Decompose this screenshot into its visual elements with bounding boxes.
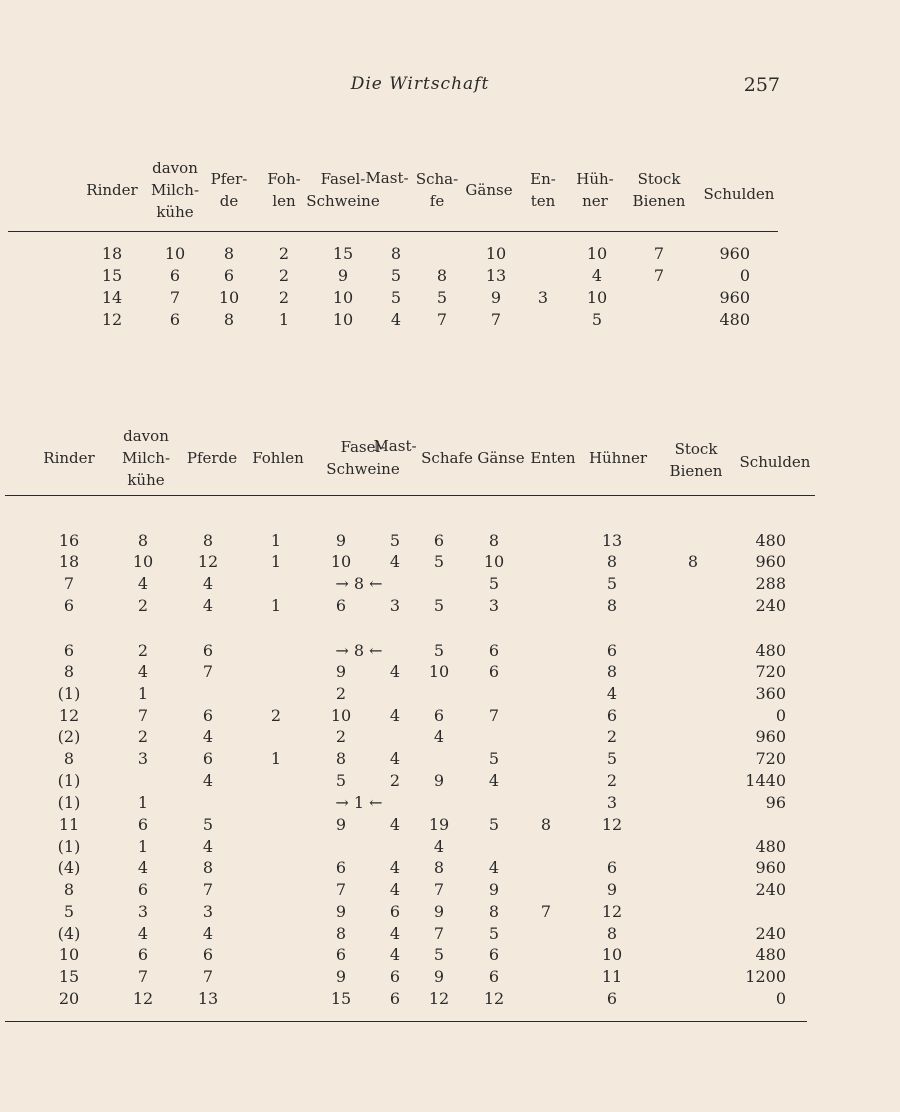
table-cell: 4 <box>389 945 401 964</box>
table-cell: 12 <box>132 989 154 1008</box>
table-cell: 1440 <box>745 771 786 790</box>
table-cell: 12 <box>58 706 80 725</box>
table-cell: (1) <box>57 837 81 856</box>
column-header-line: ner <box>582 192 608 210</box>
table-cell: 240 <box>755 880 786 899</box>
table-cell: 10 <box>58 945 80 964</box>
column-header-line: Pfer- <box>210 170 248 188</box>
table-cell: 5 <box>488 815 500 834</box>
table-cell: 6 <box>202 641 214 660</box>
table-cell: 5 <box>433 641 445 660</box>
table-cell: 1 <box>270 749 282 768</box>
column-header-line: Scha- <box>415 170 459 188</box>
table-cell: 6 <box>389 989 401 1008</box>
table-cell: 9 <box>335 967 347 986</box>
table-cell: 8 <box>540 815 552 834</box>
column-header-line: kühe <box>156 203 194 221</box>
table-cell: 11 <box>601 967 623 986</box>
table-cell: 7 <box>488 706 500 725</box>
table-cell: 15 <box>330 989 352 1008</box>
table-cell: 6 <box>335 945 347 964</box>
table-cell: 8 <box>223 310 235 329</box>
table-cell: 6 <box>433 531 445 550</box>
table-cell: 3 <box>137 902 149 921</box>
table-cell: 8 <box>335 749 347 768</box>
column-header <box>530 168 556 212</box>
table-cell: 3 <box>137 749 149 768</box>
table-cell: 18 <box>58 552 80 571</box>
column-header <box>373 435 416 457</box>
table-cell: 960 <box>755 858 786 877</box>
table-cell: 6 <box>389 967 401 986</box>
table-cell: 8 <box>433 858 445 877</box>
table-cell: 8 <box>63 880 75 899</box>
table-cell: 10 <box>164 244 186 263</box>
table-cell: 6 <box>223 266 235 285</box>
table-cell: 4 <box>202 924 214 943</box>
table-cell: 8 <box>63 749 75 768</box>
table-cell: 6 <box>389 902 401 921</box>
column-header <box>151 157 199 223</box>
table-cell: 4 <box>389 552 401 571</box>
table-cell: 4 <box>488 771 500 790</box>
table-cell: 7 <box>653 266 665 285</box>
table-cell: 10 <box>332 288 354 307</box>
table-cell: 9 <box>335 902 347 921</box>
table-cell: 7 <box>335 880 347 899</box>
table-cell: 5 <box>488 574 500 593</box>
table-cell: 13 <box>485 266 507 285</box>
table-cell: 8 <box>335 924 347 943</box>
table-cell: 4 <box>202 596 214 615</box>
table-cell: 4 <box>202 727 214 746</box>
table-cell: 4 <box>137 574 149 593</box>
page-number: 257 <box>743 74 780 96</box>
table-cell: 5 <box>606 749 618 768</box>
column-header-line: Schweine <box>306 192 380 210</box>
table-cell: 8 <box>63 662 75 681</box>
table-cell: 960 <box>755 727 786 746</box>
table-cell: 7 <box>653 244 665 263</box>
table-cell: 96 <box>765 793 786 812</box>
table-cell: 7 <box>137 706 149 725</box>
table-cell: 12 <box>483 989 505 1008</box>
column-header-line: ten <box>530 192 556 210</box>
table-cell: 7 <box>137 967 149 986</box>
table-cell: 4 <box>389 662 401 681</box>
table-cell: 6 <box>202 706 214 725</box>
table-cell: 7 <box>490 310 502 329</box>
table-cell: 2 <box>270 706 282 725</box>
table-cell: 6 <box>137 945 149 964</box>
table-cell: 6 <box>202 945 214 964</box>
table-cell: 9 <box>335 531 347 550</box>
column-header-line: fe <box>429 192 445 210</box>
table-cell: 480 <box>755 641 786 660</box>
table-cell: 5 <box>433 596 445 615</box>
table-cell: 4 <box>389 815 401 834</box>
table-cell: 6 <box>169 310 181 329</box>
column-header-line: Milch- <box>121 449 171 467</box>
column-header <box>670 438 723 482</box>
table-cell: 13 <box>601 531 623 550</box>
table-cell: 2 <box>606 727 618 746</box>
table-cell: 20 <box>58 989 80 1008</box>
table-cell: 6 <box>488 662 500 681</box>
table-cell: 9 <box>337 266 349 285</box>
table-cell: 5 <box>390 266 402 285</box>
table-cell: 10 <box>428 662 450 681</box>
table-cell: 1 <box>137 793 149 812</box>
table-cell: 8 <box>436 266 448 285</box>
table-cell: 8 <box>606 596 618 615</box>
table-cell: 6 <box>202 749 214 768</box>
table-cell: 6 <box>606 858 618 877</box>
table-cell: 6 <box>335 596 347 615</box>
table-cell: 6 <box>606 641 618 660</box>
table-cell: 0 <box>739 266 750 285</box>
column-header <box>576 168 613 212</box>
table-cell: 9 <box>433 902 445 921</box>
table-cell: 2 <box>137 641 149 660</box>
table-cell: 12 <box>601 815 623 834</box>
table-cell: 960 <box>719 244 750 263</box>
table-cell: 3 <box>488 596 500 615</box>
table-cell: 3 <box>606 793 618 812</box>
table-cell: 4 <box>390 310 402 329</box>
table-cell: 9 <box>606 880 618 899</box>
table-cell: 6 <box>488 641 500 660</box>
table-cell: 4 <box>389 706 401 725</box>
table-cell: 1 <box>278 310 290 329</box>
table-cell: 4 <box>202 574 214 593</box>
column-header <box>740 451 811 473</box>
table-cell: 4 <box>389 749 401 768</box>
table-cell: 10 <box>483 552 505 571</box>
table-cell: 8 <box>606 552 618 571</box>
table-cell: 10 <box>586 244 608 263</box>
table-cell: 8 <box>223 244 235 263</box>
table-cell: 0 <box>775 989 786 1008</box>
column-header <box>43 447 94 469</box>
column-header <box>211 168 248 212</box>
table-cell: 5 <box>591 310 603 329</box>
table-cell: 480 <box>755 837 786 856</box>
table-cell: 12 <box>197 552 219 571</box>
column-header <box>477 447 524 469</box>
column-header-line: Enten <box>530 449 576 467</box>
table-cell: 960 <box>719 288 750 307</box>
column-header-line: Hüh- <box>576 170 614 188</box>
table-cell: 7 <box>433 924 445 943</box>
table-cell: 4 <box>591 266 603 285</box>
table-cell: 18 <box>101 244 123 263</box>
column-header <box>589 447 647 469</box>
column-header-line: Mast- <box>365 169 409 187</box>
column-header-line: Rinder <box>86 181 138 199</box>
column-header-line: de <box>219 192 239 210</box>
column-header-line: Hühner <box>588 449 648 467</box>
table-cell: 8 <box>390 244 402 263</box>
table-cell: (1) <box>57 793 81 812</box>
column-header-line: len <box>272 192 296 210</box>
column-header <box>187 447 237 469</box>
table-cell: 2 <box>335 727 347 746</box>
column-header-line: Fohlen <box>252 449 304 467</box>
column-header <box>416 168 458 212</box>
table-cell: 5 <box>335 771 347 790</box>
bottom-rule <box>5 1021 807 1022</box>
table-cell: 720 <box>755 662 786 681</box>
table-cell: 0 <box>775 706 786 725</box>
column-header <box>267 168 300 212</box>
table-cell: 4 <box>433 837 445 856</box>
table-cell: 6 <box>335 858 347 877</box>
table-cell: 2 <box>278 266 290 285</box>
table-cell: 9 <box>433 771 445 790</box>
table-cell: 2 <box>278 244 290 263</box>
table-cell: 5 <box>389 531 401 550</box>
table-cell: 7 <box>433 880 445 899</box>
table-cell: 8 <box>606 924 618 943</box>
column-header-line: Mast- <box>373 437 417 455</box>
column-header-line: Fasel- <box>340 438 386 456</box>
table-cell: 6 <box>63 641 75 660</box>
header-rule <box>5 495 815 496</box>
table-cell: 240 <box>755 596 786 615</box>
table-cell: 5 <box>390 288 402 307</box>
column-header-line: Gänse <box>465 181 513 199</box>
table-cell: 10 <box>330 706 352 725</box>
table-cell: 288 <box>755 574 786 593</box>
table-cell: 7 <box>540 902 552 921</box>
table-cell: 1 <box>137 837 149 856</box>
table-cell: 720 <box>755 749 786 768</box>
column-header <box>122 425 170 491</box>
table-cell: 4 <box>137 924 149 943</box>
table-cell: 9 <box>335 662 347 681</box>
table-cell: 7 <box>202 880 214 899</box>
column-header <box>704 183 775 205</box>
column-header-line: davon <box>152 159 198 177</box>
table-cell: 9 <box>433 967 445 986</box>
table-cell: 2 <box>606 771 618 790</box>
table-cell: 6 <box>63 596 75 615</box>
table-cell: 5 <box>433 552 445 571</box>
column-header-line: Fasel- <box>320 170 366 188</box>
table-cell: 8 <box>606 662 618 681</box>
table-cell: 9 <box>335 815 347 834</box>
table-cell: 6 <box>488 967 500 986</box>
table-cell: 4 <box>389 924 401 943</box>
table-cell: 2 <box>278 288 290 307</box>
table-cell: 12 <box>101 310 123 329</box>
table-cell: 15 <box>58 967 80 986</box>
table-cell: 19 <box>428 815 450 834</box>
table-cell: 2 <box>137 727 149 746</box>
table-cell: 8 <box>488 902 500 921</box>
table-cell: 6 <box>606 706 618 725</box>
table-cell: 3 <box>389 596 401 615</box>
column-header-line: Pferde <box>186 449 238 467</box>
table-cell: 480 <box>755 531 786 550</box>
table-cell: 3 <box>202 902 214 921</box>
table-cell: 16 <box>58 531 80 550</box>
table-cell: 10 <box>218 288 240 307</box>
table-cell: 4 <box>202 771 214 790</box>
table-cell: 7 <box>169 288 181 307</box>
table-cell: 480 <box>719 310 750 329</box>
table-cell: 8 <box>687 552 699 571</box>
table-cell: 6 <box>137 815 149 834</box>
column-header <box>633 168 686 212</box>
table-cell: 1 <box>270 531 282 550</box>
table-cell: 10 <box>332 310 354 329</box>
table-cell: 1 <box>270 552 282 571</box>
column-header-line: Rinder <box>43 449 95 467</box>
table-cell: 2 <box>335 684 347 703</box>
table-cell: 5 <box>488 749 500 768</box>
table-cell: 1 <box>270 596 282 615</box>
table-cell: 2 <box>137 596 149 615</box>
table-cell: 5 <box>436 288 448 307</box>
column-header <box>365 167 408 189</box>
table-cell: 12 <box>428 989 450 1008</box>
column-header <box>465 179 512 201</box>
table-cell: (4) <box>57 858 81 877</box>
table-cell: 11 <box>58 815 80 834</box>
table-cell: 5 <box>433 945 445 964</box>
table-cell: 15 <box>101 266 123 285</box>
table-cell: 7 <box>63 574 75 593</box>
table-cell: 4 <box>137 662 149 681</box>
table-cell: 8 <box>137 531 149 550</box>
table-cell: 8 <box>202 858 214 877</box>
column-header <box>252 447 304 469</box>
table-cell: 14 <box>101 288 123 307</box>
table-cell: 10 <box>586 288 608 307</box>
column-header-line: Schulden <box>703 185 775 203</box>
table-cell: (1) <box>57 771 81 790</box>
column-header-line: En- <box>530 170 556 188</box>
table-cell: (2) <box>57 727 81 746</box>
table-cell: 1200 <box>745 967 786 986</box>
table-cell: 960 <box>755 552 786 571</box>
column-header-line: Foh- <box>267 170 301 188</box>
running-title: Die Wirtschaft <box>350 74 490 94</box>
column-header <box>530 447 575 469</box>
table-cell: 7 <box>436 310 448 329</box>
table-cell: 4 <box>433 727 445 746</box>
table-cell: 4 <box>606 684 618 703</box>
column-header <box>421 447 473 469</box>
table-cell: 7 <box>202 662 214 681</box>
table-cell: 6 <box>606 989 618 1008</box>
table-cell: → 1 ← <box>335 793 383 812</box>
table-cell: 2 <box>389 771 401 790</box>
table-cell: 10 <box>601 945 623 964</box>
column-header-line: kühe <box>127 471 165 489</box>
table-cell: 240 <box>755 924 786 943</box>
column-header-line: Gänse <box>477 449 525 467</box>
table-cell: 360 <box>755 684 786 703</box>
table-cell: 3 <box>537 288 549 307</box>
column-header-line: Bienen <box>669 462 723 480</box>
table-cell: 10 <box>132 552 154 571</box>
table-cell: 5 <box>202 815 214 834</box>
column-header-line: Schafe <box>421 449 473 467</box>
table-cell: (1) <box>57 684 81 703</box>
table-cell: 5 <box>63 902 75 921</box>
table-cell: 8 <box>202 531 214 550</box>
table-cell: 4 <box>137 858 149 877</box>
table-cell: 5 <box>606 574 618 593</box>
column-header <box>86 179 137 201</box>
column-header-line: Stock <box>674 440 718 458</box>
table-cell: (4) <box>57 924 81 943</box>
table-cell: 4 <box>202 837 214 856</box>
table-cell: 13 <box>197 989 219 1008</box>
header-rule <box>8 231 778 232</box>
column-header-line: Schulden <box>739 453 811 471</box>
column-header-line: Schweine <box>326 460 400 478</box>
table-cell: 480 <box>755 945 786 964</box>
table-cell: 6 <box>169 266 181 285</box>
table-cell: 10 <box>330 552 352 571</box>
table-cell: 4 <box>389 880 401 899</box>
table-cell: 1 <box>137 684 149 703</box>
table-cell: 4 <box>488 858 500 877</box>
table-cell: 15 <box>332 244 354 263</box>
table-cell: 6 <box>433 706 445 725</box>
table-cell: 8 <box>488 531 500 550</box>
table-cell: 5 <box>488 924 500 943</box>
table-cell: 7 <box>202 967 214 986</box>
table-cell: 4 <box>389 858 401 877</box>
table-cell: 12 <box>601 902 623 921</box>
table-cell: 9 <box>488 880 500 899</box>
table-cell: 9 <box>490 288 502 307</box>
column-header-line: davon <box>123 427 169 445</box>
column-header-line: Milch- <box>150 181 200 199</box>
column-header-line: Stock <box>637 170 681 188</box>
column-header-line: Bienen <box>632 192 686 210</box>
table-cell: → 8 ← <box>335 641 383 660</box>
table-cell: 6 <box>488 945 500 964</box>
table-cell: 10 <box>485 244 507 263</box>
table-cell: → 8 ← <box>335 574 383 593</box>
table-cell: 6 <box>137 880 149 899</box>
